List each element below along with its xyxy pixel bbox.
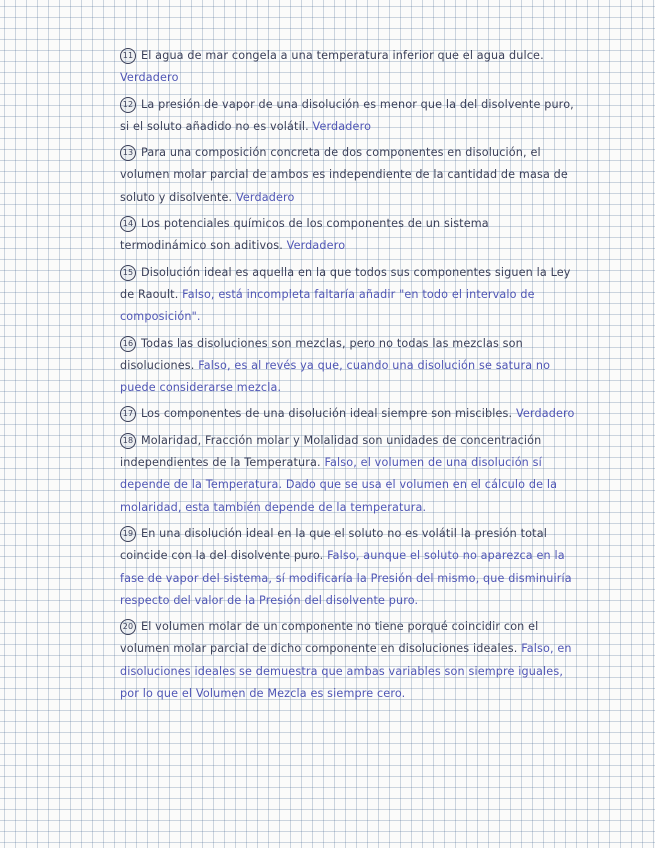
answer-text: Falso, aunque el soluto no aparezca en la fase de vapor del sistema, sí modificaría la Presión del mismo, que disminuiría respecto del valor de la Presión del disolvente puro. (120, 549, 572, 607)
item-number-circle: 20 (120, 619, 136, 635)
answer-text: Verdadero (235, 190, 295, 204)
statement-text: En una disolución ideal en la que el soluto no es volátil la presión total coincide con la del disolvente puro. (120, 526, 547, 563)
statement-20 (120, 616, 575, 705)
statement-11 (120, 45, 575, 90)
statement-text: Los componentes de una disolución ideal siempre son miscibles. (141, 407, 513, 421)
statement-text: Disolución ideal es aquella en la que todos sus componentes siguen la Ley de Raoult. (120, 265, 571, 301)
statement-15 (120, 262, 575, 329)
statement-14 (120, 213, 575, 258)
statement-text: La presión de vapor de una disolución es menor que la del disolvente puro, si el soluto añadido no es volátil. (120, 97, 574, 133)
statement-18 (120, 430, 575, 519)
statement-text: Los potenciales químicos de los componentes de un sistema termodinámico son aditivos. (120, 217, 489, 253)
statement-text: Todas las disoluciones son mezclas, pero no todas las mezclas son disoluciones. (120, 336, 523, 372)
item-number-circle: 13 (120, 145, 136, 161)
statement-text: El agua de mar congela a una temperatura inferior que el agua dulce. (141, 49, 544, 62)
answer-text: Verdadero (120, 71, 179, 85)
answer-text: Falso, está incompleta faltaría añadir "en todo el intervalo de composición". (120, 287, 535, 324)
item-number-circle: 11 (120, 48, 136, 64)
item-number-circle: 16 (120, 336, 136, 352)
statement-13 (120, 142, 575, 209)
statement-text: Para una composición concreta de dos componentes en disolución, el volumen molar parcial de ambos es independiente de la cantidad de masa de soluto y disolvente. (120, 146, 568, 204)
item-number-circle: 19 (120, 526, 136, 542)
answer-text: Verdadero (312, 119, 372, 133)
item-number-circle: 12 (120, 97, 136, 113)
top-margin (75, 0, 580, 40)
statement-text: Molaridad, Fracción molar y Molalidad son unidades de concentración independientes de la Temperatura. (120, 433, 542, 470)
statement-17 (120, 403, 575, 425)
item-number-circle: 17 (120, 406, 136, 422)
statement-16 (120, 333, 575, 400)
item-number-circle: 15 (120, 265, 136, 281)
answer-text: Falso, es al revés ya que, cuando una disolución se satura no puede considerarse mezcla. (120, 358, 551, 395)
statement-19 (120, 523, 575, 612)
statement-12 (120, 94, 575, 139)
answer-text: Verdadero (515, 407, 575, 421)
answer-text: Falso, el volumen de una disolución sí depende de la Temperatura. Dado que se usa el volumen en el cálculo de la molaridad, esta también depende de la temperatura. (120, 456, 558, 514)
item-number-circle: 14 (120, 216, 136, 232)
answer-text: Falso, en disoluciones ideales se demuestra que ambas variables son siempre iguales, por lo que el Volumen de Mezcla es siempre cero. (120, 642, 572, 701)
statement-text: El volumen molar de un componente no tiene porqué coincidir con el volumen molar parcial de dicho componente en disoluciones ideales. (120, 620, 539, 656)
answer-text: Verdadero (286, 239, 346, 253)
handwritten-notes (120, 45, 575, 709)
item-number-circle: 18 (120, 433, 136, 449)
